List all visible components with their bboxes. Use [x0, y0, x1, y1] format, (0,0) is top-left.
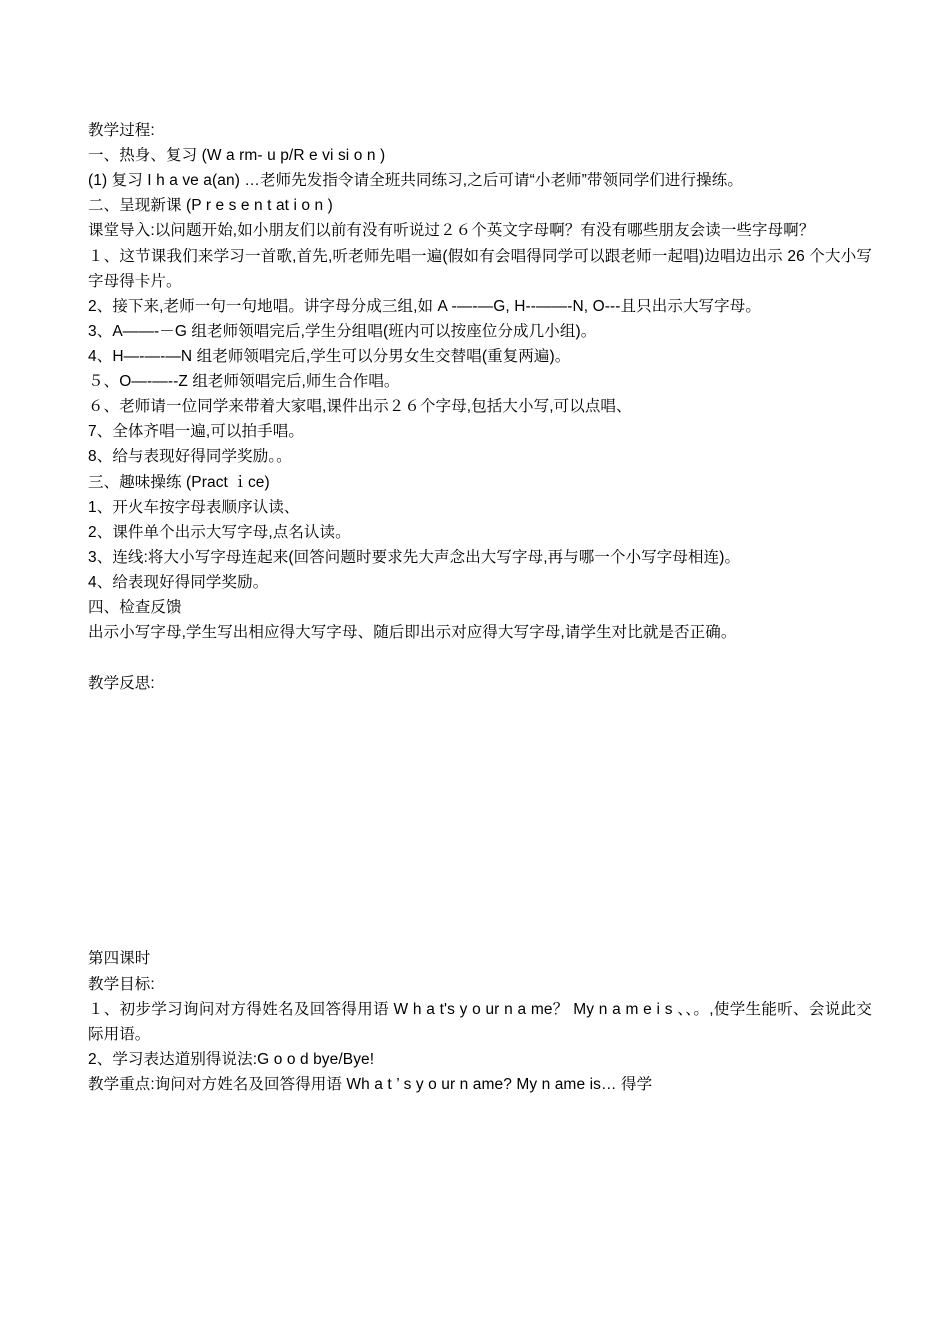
paragraph-step-2: 2、接下来,老师一句一句地唱。讲字母分成三组,如 A -—-—G, H--——-N, O---且只出示大写字母。	[88, 297, 761, 315]
paragraph-step-4: 4、H—-—-—N 组老师领唱完后,学生可以分男女生交替唱(重复两遍)。	[88, 347, 571, 365]
paragraph-step-1: １、这节课我们来学习一首歌,首先,听老师先唱一遍(假如有会唱得同学可以跟老师一起唱)边唱边出示 26 个大小写字母得卡片。	[88, 247, 872, 290]
spacer-before-reflection	[88, 645, 872, 671]
paragraph-practice-2: 2、课件单个出示大写字母,点名认读。	[88, 523, 351, 541]
paragraph-step-7: 7、全体齐唱一遍,可以拍手唱。	[88, 423, 304, 441]
paragraph-step-6: ６、老师请一位同学来带着大家唱,课件出示２６个字母,包括大小写,可以点唱、	[88, 398, 632, 416]
objective-item-2: 2、学习表达道别得说法:G o o d bye/Bye!	[88, 1050, 375, 1068]
paragraph-practice-4: 4、给表现好得同学奖励。	[88, 573, 269, 591]
paragraph-step-3: 3、A——-－G 组老师领唱完后,学生分组唱(班内可以按座位分成几小组)。	[88, 322, 597, 340]
document-body	[88, 118, 872, 1097]
paragraph-warmup-heading: 一、热身、复习 (W a rm- u p/R e vi si o n )	[88, 147, 386, 165]
objective-item-1: １、初步学习询问对方得姓名及回答得用语 W h a t's y o ur n a me？ My n a m e i s 、、。,使学生能听、会说此交际用语。	[88, 1000, 872, 1043]
paragraph-practice-1: 1、开火车按字母表顺序认读、	[88, 498, 300, 516]
teaching-reflection-heading: 教学反思:	[88, 675, 155, 693]
paragraph-warmup-1: (1) 复习 I h a ve a(an) …老师先发指令请全班共同练习,之后可请“小老师”带领同学们进行操练。	[88, 172, 743, 190]
paragraph-presentation-heading: 二、呈现新课 (P r e s e n t at i o n )	[88, 197, 333, 215]
blank-reflection-area	[88, 696, 872, 946]
paragraph-practice-heading: 三、趣味操练 (Pract ｉce)	[88, 473, 270, 491]
paragraph-feedback-body: 出示小写字母,学生写出相应得大写字母、随后即出示对应得大写字母,请学生对比就是否正确。	[88, 624, 737, 642]
teaching-objective-heading: 教学目标:	[88, 975, 155, 993]
paragraph-step-8: 8、给与表现好得同学奖励。。	[88, 448, 292, 466]
teaching-process-heading: 教学过程:	[88, 122, 155, 139]
paragraph-feedback-heading: 四、检查反馈	[88, 599, 182, 617]
paragraph-step-5: ５、O—-—--Z 组老师领唱完后,师生合作唱。	[88, 373, 400, 391]
paragraph-practice-3: 3、连线:将大小写字母连起来(回答问题时要求先大声念出大写字母,再与哪一个小写字母相连)。	[88, 548, 741, 566]
paragraph-class-intro: 课堂导入:以问题开始,如小朋友们以前有没有听说过２６个英文字母啊？有没有哪些朋友会读一些字母啊？	[88, 222, 815, 240]
teaching-focus-line: 教学重点:询问对方姓名及回答得用语 Wh a t ’ s y o ur n ame? My n ame is… 得学	[88, 1075, 653, 1093]
lesson-four-title: 第四课时	[88, 950, 151, 968]
